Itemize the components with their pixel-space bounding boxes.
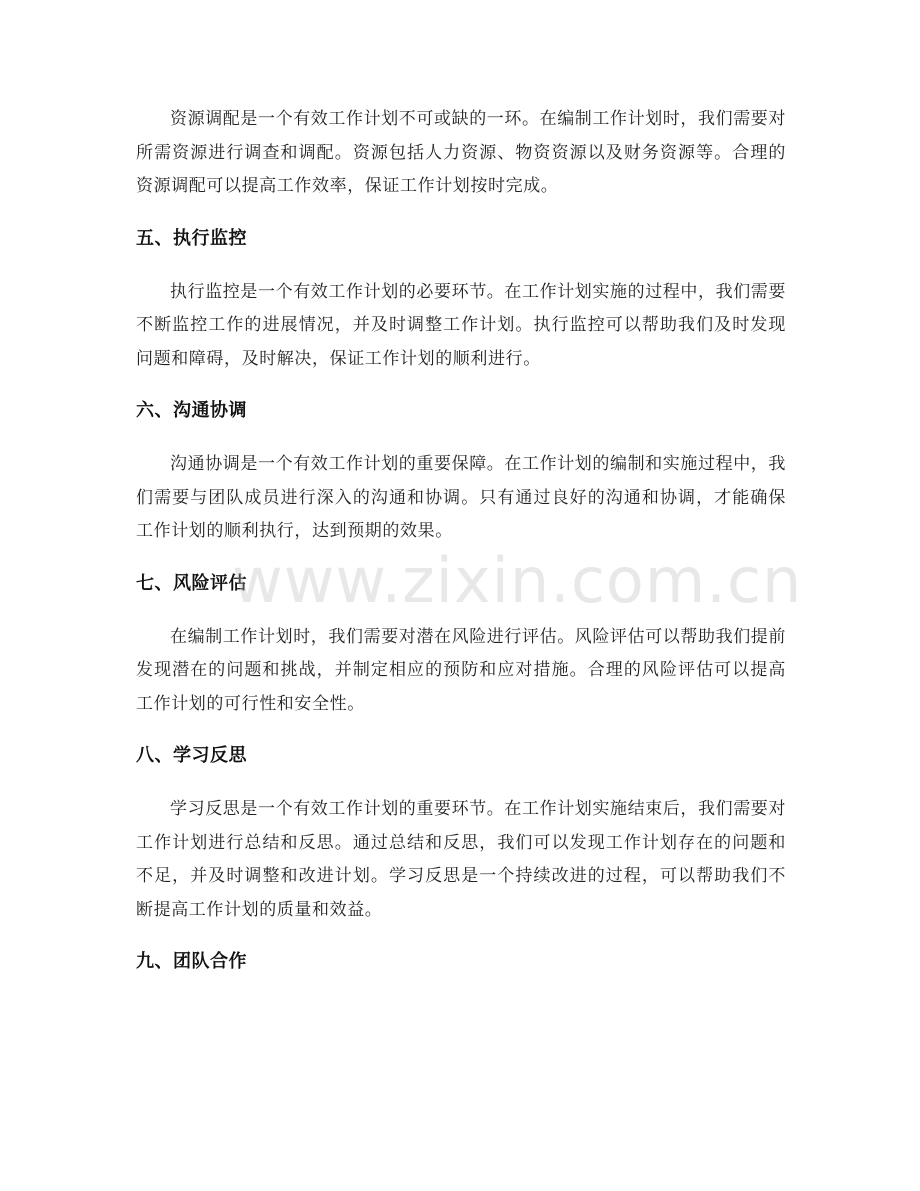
section-paragraph-learning-reflection: 学习反思是一个有效工作计划的重要环节。在工作计划实施结束后，我们需要对工作计划进行总结和反思。通过总结和反思，我们可以发现工作计划存在的问题和不足，并及时调整和改进计划。学习反思是一个持续改进的过程，可以帮助我们不断提高工作计划的质量和效益。 (136, 799, 786, 920)
section-heading-risk-assessment: 七、风险评估 (136, 572, 247, 594)
watermark-logo: www.zixin.com.cn (232, 544, 803, 617)
document-body (136, 103, 786, 974)
section-heading-learning-reflection: 八、学习反思 (136, 745, 247, 766)
section-paragraph-risk-assessment: 在编制工作计划时，我们需要对潜在风险进行评估。风险评估可以帮助我们提前发现潜在的问题和挑战，并制定相应的预防和应对措施。合理的风险评估可以提高工作计划的可行性和安全性。 (136, 626, 786, 714)
section-heading-communication: 六、沟通协调 (136, 400, 247, 421)
section-heading-teamwork: 九、团队合作 (136, 951, 247, 972)
section-paragraph-communication: 沟通协调是一个有效工作计划的重要保障。在工作计划的编制和实施过程中，我们需要与团队成员进行深入的沟通和协调。只有通过良好的沟通和协调，才能确保工作计划的顺利执行，达到预期的效果。 (136, 454, 786, 541)
intro-paragraph: 资源调配是一个有效工作计划不可或缺的一环。在编制工作计划时，我们需要对所需资源进行调查和调配。资源包括人力资源、物资资源以及财务资源等。合理的资源调配可以提高工作效率，保证工作计划按时完成。 (136, 109, 786, 196)
section-heading-execution-monitoring: 五、执行监控 (136, 227, 247, 249)
section-paragraph-execution-monitoring: 执行监控是一个有效工作计划的必要环节。在工作计划实施的过程中，我们需要不断监控工作的进展情况，并及时调整工作计划。执行监控可以帮助我们及时发现问题和障碍，及时解决，保证工作计划的顺利进行。 (136, 281, 786, 369)
